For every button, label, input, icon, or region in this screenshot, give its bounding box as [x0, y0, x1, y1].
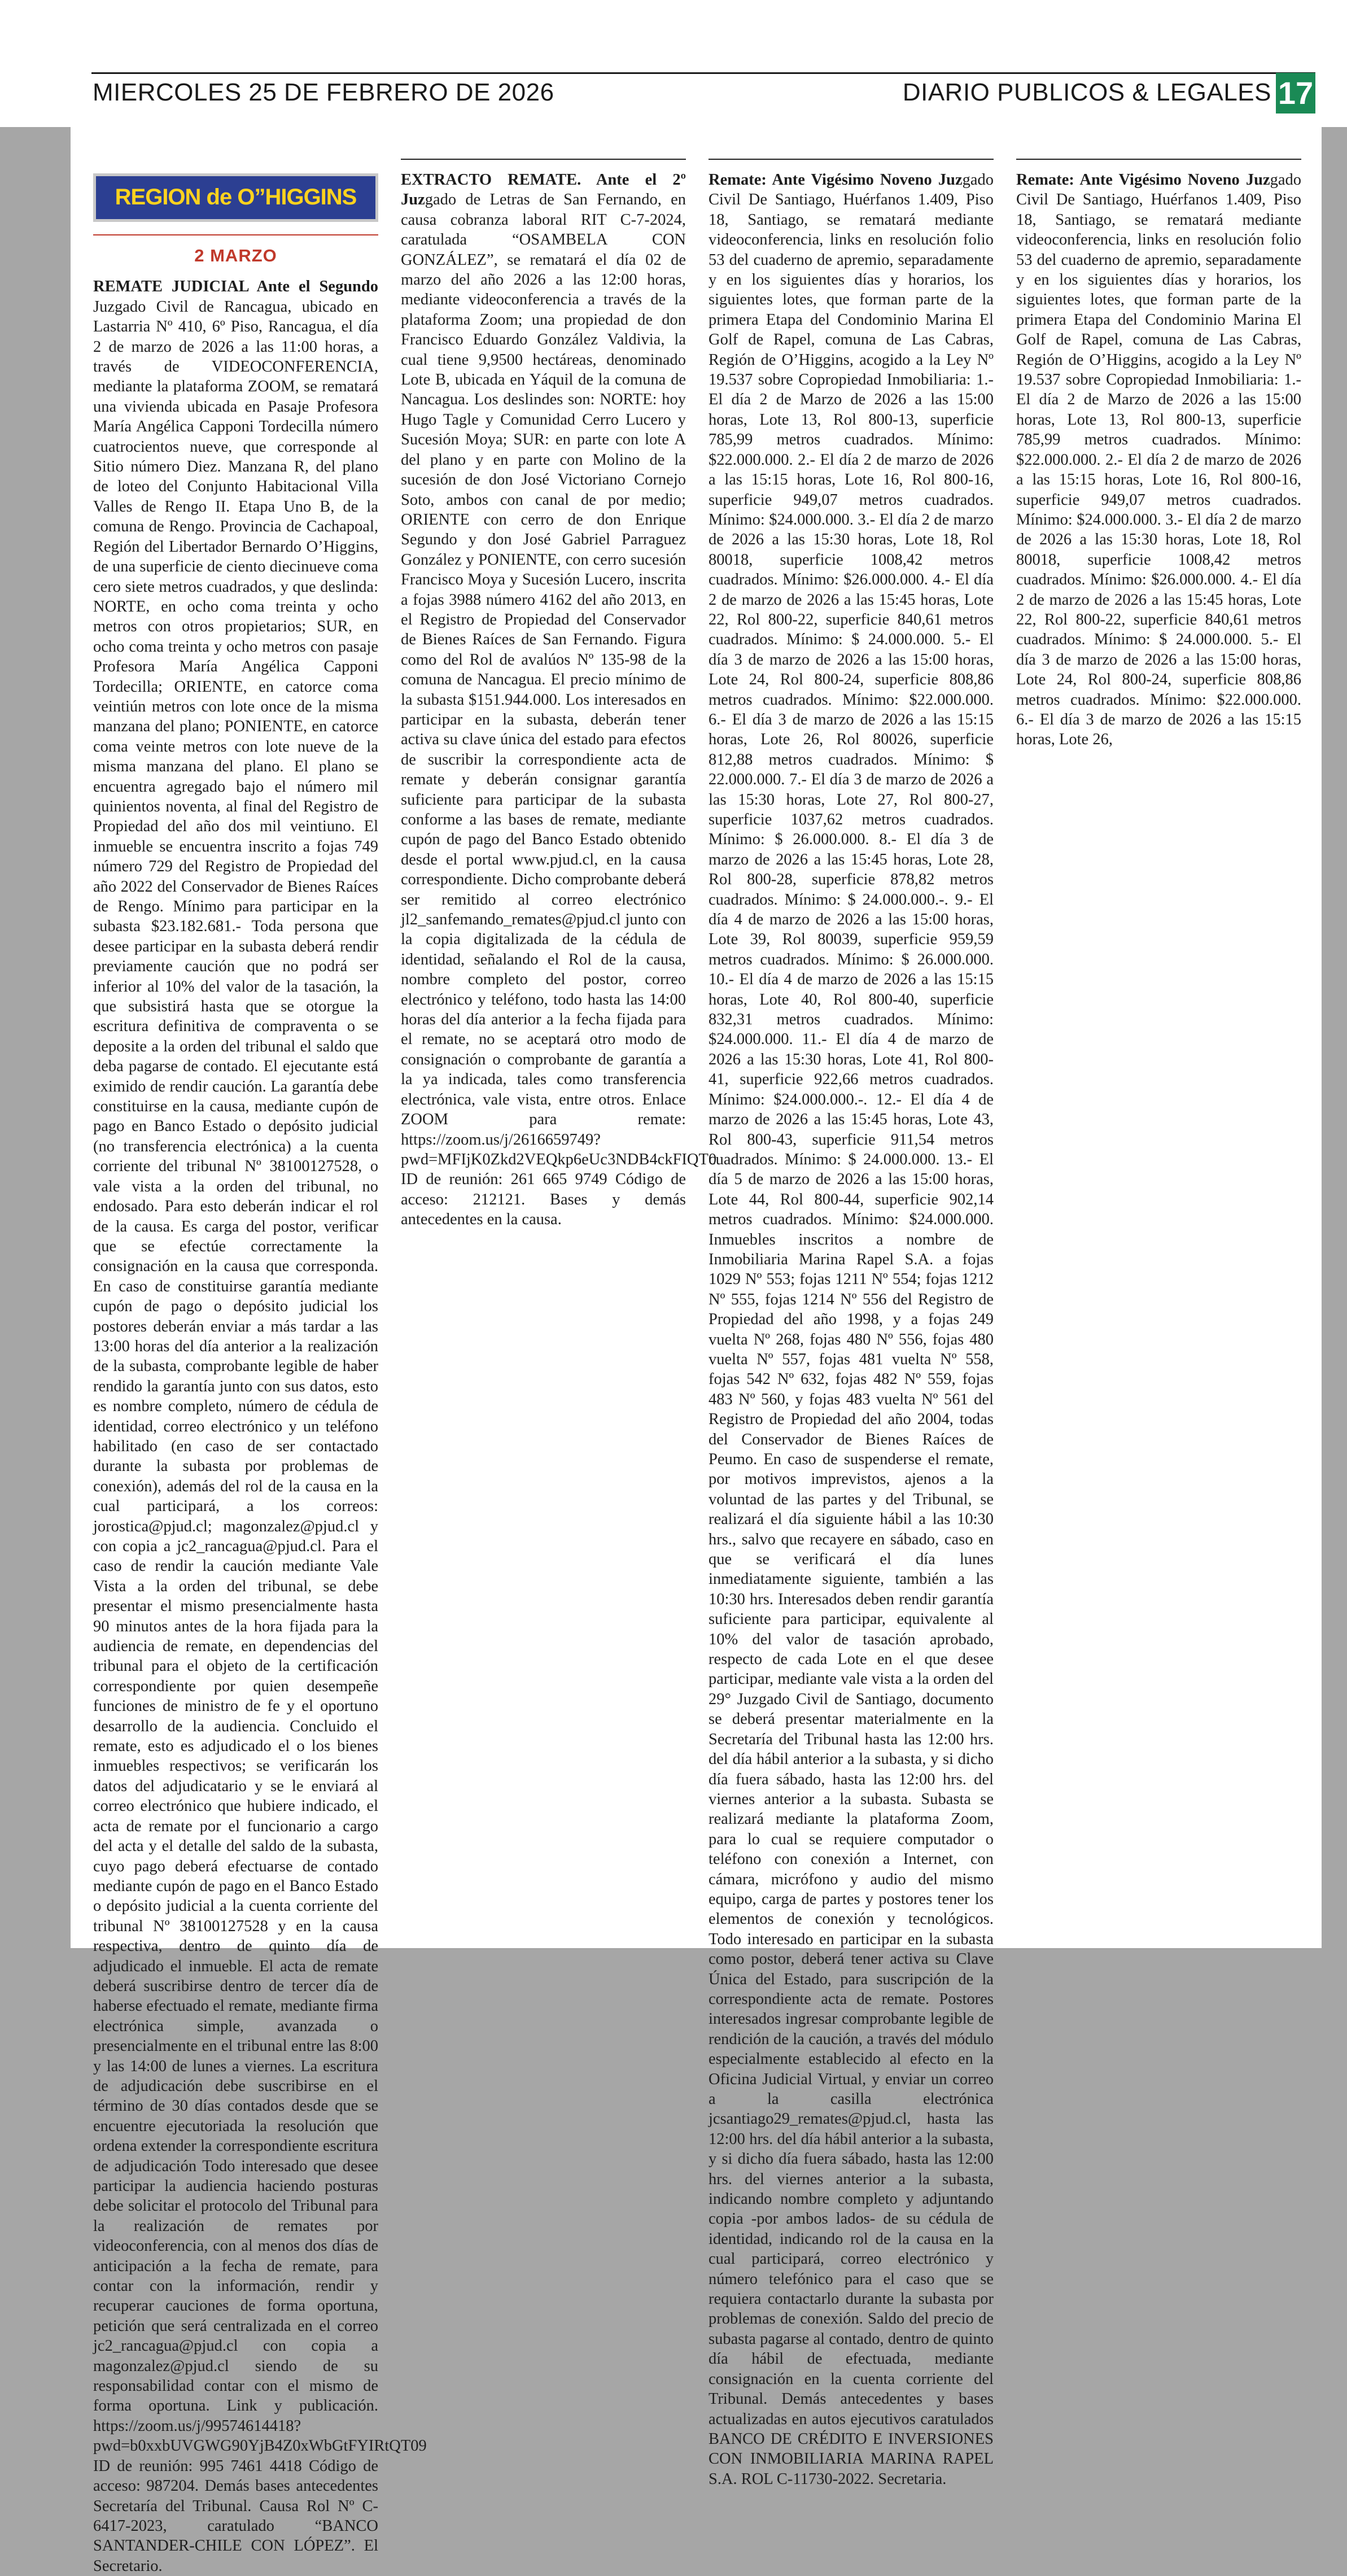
notice-4 — [1016, 170, 1301, 750]
divider — [93, 234, 378, 235]
page-header — [91, 72, 1315, 115]
header-date: MIERCOLES 25 DE FEBRERO DE 2026 — [93, 78, 554, 106]
page-number-badge: 17 — [1276, 73, 1315, 113]
page-content — [71, 127, 1322, 2575]
notice-3-body: gado Civil De Santiago, Huérfanos 1.409, Piso 18, Santiago, se rematará mediante videoconferencia, links en resolución folio 53 del cuaderno de apremio, separadamente y en los siguientes días y horarios, los siguientes lotes, que forman parte de la primera Etapa del Condominio Marina El Golf de Rapel, comuna de Las Cabras, Región de O’Higgins, acogido a la Ley Nº 19.537 sobre Copropiedad Inmobiliaria: 1.- El día 2 de Marzo de 2026 a las 15:00 horas, Lote 13, Rol 800-13, superficie 785,99 metros cuadrados. Mínimo: $22.000.000. 2.- El día 2 de marzo de 2026 a las 15:15 horas, Lote 16, Rol 800-16, superficie 949,07 metros cuadrados. Mínimo: $24.000.000. 3.- El día 2 de marzo de 2026 a las 15:30 horas, Lote 18, Rol 80018, superficie 1008,42 metros cuadrados. Mínimo: $26.000.000. 4.- El día 2 de marzo de 2026 a las 15:45 horas, Lote 22, Rol 800-22, superficie 840,61 metros cuadrados. Mínimo: $ 24.000.000. 5.- El día 3 de marzo de 2026 a las 15:00 horas, Lote 24, Rol 800-24, superficie 808,86 metros cuadrados. Mínimo: $22.000.000. 6.- El día 3 de marzo de 2026 a las 15:15 horas, Lote 26, Rol 80026, superficie 812,88 metros cuadrados. Mínimo: $ 22.000.000. 7.- El día 3 de marzo de 2026 a las 15:30 horas, Lote 27, Rol 800-27, superficie 1037,62 metros cuadrados. Mínimo: $ 26.000.000. 8.- El día 3 de marzo de 2026 a las 15:45 horas, Lote 28, Rol 800-28, superficie 878,82 metros cuadrados. Mínimo: $ 24.000.000.-. 9.- El día 4 de marzo de 2026 a las 15:00 horas, Lote 39, Rol 80039, superficie 959,59 metros cuadrados. Mínimo: $ 26.000.000. 10.- El día 4 de marzo de 2026 a las 15:15 horas, Lote 40, Rol 800-40, superficie 832,31 metros cuadrados. Mínimo: $24.000.000. 11.- El día 4 de marzo de 2026 a las 15:30 horas, Lote 41, Rol 800-41, superficie 922,66 metros cuadrados. Mínimo: $24.000.000.-. 12.- El día 4 de marzo de 2026 a las 15:45 horas, Lote 43, Rol 800-43, superficie 911,54 metros cuadrados. Mínimo: $ 24.000.000. 13.- El día 5 de marzo de 2026 a las 15:00 horas, Lote 44, Rol 800-44, superficie 902,14 metros cuadrados. Mínimo: $24.000.000. Inmuebles inscritos a nombre de Inmobiliaria Marina Rapel S.A. a fojas 1029 Nº 553; fojas 1211 Nº 554; fojas 1212 Nº 555, fojas 1214 Nº 556 del Registro de Propiedad del año 1998, y a fojas 249 vuelta Nº 268, fojas 480 Nº 556, fojas 480 vuelta Nº 557, fojas 481 vuelta Nº 558, fojas 542 Nº 632, fojas 482 Nº 559, fojas 483 Nº 560, y fojas 483 vuelta Nº 561 del Registro de Propiedad del año 2004, todas del Conservador de Bienes Raíces de Peumo. En caso de suspenderse el remate, por motivos imprevistos, ajenos a la voluntad de las partes y del Tribunal, se realizará el día siguiente hábil a las 10:30 hrs., salvo que recayere en sábado, caso en que se verificará el día lunes inmediatamente siguiente, también a las 10:30 hrs. Interesados deben rendir garantía suficiente para participar, equivalente al 10% del valor de tasación aprobado, respecto de cada Lote en el que desee participar, mediante vale vista a la orden del 29° Juzgado Civil de Santiago, documento se deberá presentar materialmente en la Secretaría del Tribunal hasta las 12:00 hrs. del día hábil anterior a la subasta, y si dicho día fuera sábado, hasta las 12:00 hrs. del viernes anterior a la subasta. Subasta se realizará mediante la plataforma Zoom, para lo cual se requiere computador o teléfono con conexión a Internet, con cámara, micrófono y audio del mismo equipo, carga de partes y postores tener los elementos de conexión y tecnológicos. Todo interesado en participar en la subasta como postor, deberá tener activa su Clave Única del Estado, para suscripción de la correspondiente acta de remate. Postores interesados ingresar comprobante legible de rendición de la caución, a través del módulo especialmente establecido al efecto en la Oficina Judicial Virtual, y enviar un correo a la casilla electrónica jcsantiago29_remates@pjud.cl, hasta las 12:00 hrs. del día hábil anterior a la subasta, y si dicho día fuera sábado, hasta las 12:00 hrs. del viernes anterior a la subasta, indicando nombre completo y adjuntando copia -por ambos lados- de su cédula de identidad, indicando rol de la causa en la cual participará, correo electrónico y número telefónico para el caso que se requiera contactarlo durante la subasta por problemas de conexión. Saldo del precio de subasta pagarse al contado, dentro de quinto día hábil de efectuada, mediante consignación en la cuenta corriente del Tribunal. Demás antecedentes y bases actualizadas en autos ejecutivos caratulados BANCO DE CRÉDITO E INVERSIONES CON INMOBILIARIA MARINA RAPEL S.A. ROL C-11730-2022. Secretaria. — [709, 171, 994, 2488]
region-banner — [93, 173, 378, 222]
divider — [709, 159, 994, 160]
notice-4-body: gado Civil De Santiago, Huérfanos 1.409, Piso 18, Santiago, se rematará mediante videoconferencia, links en resolución folio 53 del cuaderno de apremio, separadamente y en los siguientes días y horarios, los siguientes lotes, que forman parte de la primera Etapa del Condominio Marina El Golf de Rapel, comuna de Las Cabras, Región de O’Higgins, acogido a la Ley Nº 19.537 sobre Copropiedad Inmobiliaria: 1.- El día 2 de Marzo de 2026 a las 15:00 horas, Lote 13, Rol 800-13, superficie 785,99 metros cuadrados. Mínimo: $22.000.000. 2.- El día 2 de marzo de 2026 a las 15:15 horas, Lote 16, Rol 800-16, superficie 949,07 metros cuadrados. Mínimo: $24.000.000. 3.- El día 2 de marzo de 2026 a las 15:30 horas, Lote 18, Rol 80018, superficie 1008,42 metros cuadrados. Mínimo: $26.000.000. 4.- El día 2 de marzo de 2026 a las 15:45 horas, Lote 22, Rol 800-22, superficie 840,61 metros cuadrados. Mínimo: $ 24.000.000. 5.- El día 3 de marzo de 2026 a las 15:00 horas, Lote 24, Rol 800-24, superficie 808,86 metros cuadrados. Mínimo: $22.000.000. 6.- El día 3 de marzo de 2026 a las 15:15 horas, Lote 26, — [1016, 171, 1301, 749]
column-1 — [93, 150, 427, 2575]
notice-3-lead: Remate: Ante Vigésimo Noveno Juz — [709, 171, 963, 189]
notice-2-body: gado de Letras de San Fernando, en causa cobranza laboral RIT C-7-2024, caratulada “OSAMBELA CON GONZÁLEZ”, se rematará el día 02 de marzo del año 2026 a las 12:00 horas, mediante videoconferencia a través de la plataforma Zoom; una propiedad de don Francisco Eduardo González Valdivia, la cual tiene 9,9500 hectáreas, denominado Lote B, ubicada en Yáquil de la comuna de Nancagua. Los deslindes son: NORTE: hoy Hugo Tagle y Comunidad Cerro Lucero y Sucesión Moya; SUR: en parte con lote A del plano y en parte con Molino de la sucesión de don José Victoriano Cornejo Soto, ambos con canal de por medio; ORIENTE con cerro de don Enrique Segundo y don José Gabriel Parraguez González y PONIENTE, con cerro sucesión Francisco Moya y Sucesión Lucero, inscrita a fojas 3988 número 4162 del año 2013, en el Registro de Propiedad del Conservador de Bienes Raíces de San Fernando. Figura como del Rol de avalúos Nº 135-98 de la comuna de Nancagua. El precio mínimo de la subasta $151.944.000. Los interesados en participar en la subasta, deberán tener activa su clave única del estado para efectos de suscribir la correspondiente acta de remate y deberán consignar garantía suficiente para participar de la subasta conforme a las bases de remate, mediante cupón de pago del Banco Estado obtenido desde el portal www.pjud.cl, en la causa correspondiente. Dicho comprobante deberá ser remitido al correo electrónico jl2_sanfemando_remates@pjud.cl junto con la copia digitalizada de la cédula de identidad, señalando el Rol de la causa, nombre completo del postor, correo electrónico y teléfono, todo hasta las 14:00 horas del día anterior a la fecha fijada para el remate, no se aceptará otro modo de consignación o comprobante de garantía a la ya indicada, tales como transferencia electrónica, vale vista, entre otros. Enlace ZOOM para remate: https://zoom.us/j/2616659749?pwd=MFIjK0Zkd2VEQkp6eUc3NDB4ckFIQT0 ID de reunión: 261 665 9749 Código de acceso: 212121. Bases y demás antecedentes en la causa. — [401, 191, 717, 1229]
column-2 — [401, 150, 717, 1940]
notice-2-lead: EXTRACTO REMATE. Ante el 2º Juz — [401, 171, 686, 209]
notice-2 — [401, 170, 717, 1230]
divider — [401, 159, 686, 160]
notice-1-start — [93, 277, 427, 2576]
notice-4-lead: Remate: Ante Vigésimo Noveno Juz — [1016, 171, 1270, 189]
divider — [1016, 159, 1301, 160]
section-date: 2 MARZO — [194, 246, 277, 265]
notice-1-lead: REMATE JUDICIAL Ante el Segundo — [93, 278, 378, 296]
column-3 — [709, 150, 994, 2488]
notice-3 — [709, 170, 994, 2489]
column-4 — [1016, 150, 1301, 1940]
newspaper-name: DIARIO PUBLICOS & LEGALES — [902, 78, 1271, 106]
region-title: REGION de O”HIGGINS — [115, 185, 357, 210]
notice-1-body: Juzgado Civil de Rancagua, ubicado en Lastarria Nº 410, 6º Piso, Rancagua, el día 2 de marzo de 2026 a las 11:00 horas, a través de VIDEOCONFERENCIA, mediante la plataforma ZOOM, se rematará una vivienda ubicada en Pasaje Profesora María Angélica Capponi Tordecilla número cuatrocientos nueve, que corresponde al Sitio número Diez. Manzana R, del plano de loteo del Conjunto Habitacional Villa Valles de Rengo II. Etapa Uno B, de la comuna de Rengo. Provincia de Cachapoal, Región del Libertador Bernardo O’Higgins, de una superficie de ciento diecinueve coma cero siete metros cuadrados, y que deslinda: NORTE, en ocho coma treinta y ocho metros con otros propietarios; SUR, en ocho coma treinta y ocho metros con pasaje Profesora María Angélica Capponi Tordecilla; ORIENTE, en catorce coma veintiún metros con lote once de la misma manzana del plano; PONIENTE, en catorce coma veinte metros con lote nueve de la misma manzana del plano. El plano se encuentra agregado bajo el número mil quinientos noventa, al final del Registro de Propiedad del año dos mil veintiuno. El inmueble se encuentra inscrito a fojas 749 número 729 del Registro de Propiedad del año 2022 del Conservador de Bienes Raíces de Rengo. Mínimo para participar en la subasta $23.182.681.- Toda persona que desee participar en la subasta deberá rendir previamente caución que no podrá ser inferior al 10% del valor de la tasación, la que subsistirá hasta que se otorgue la escritura definitiva de compraventa o se deposite a la orden del tribunal el saldo que deba pagarse de contado. El ejecutante está eximido de rendir caución. La garantía debe constituirse en la causa, mediante cupón de pago en Banco Estado o depósito judicial (no transferencia electrónica) a la cuenta corriente del tribunal Nº 38100127528, o vale vista a la orden del tribunal, no endosado. Para esto deberán indicar el rol de la causa. Es carga del postor, verificar que se efectúe correctamente la consignación en la causa que corresponda. En caso de constituirse garantía mediante cupón de pago o depósito judicial los postores deberán enviar a más tardar a las 13:00 horas del día anterior a la realización de la subasta, comprobante legible de haber rendido la garantía junto con sus datos, esto es nombre completo, número de cédula de identidad, correo electrónico y un teléfono habilitado (en caso de ser contactado durante la subasta por problemas de conexión), además del rol de la causa en la cual participará, a los correos: jorostica@pjud.cl; magonzalez@pjud.cl y con copia a jc2_rancagua@pjud.cl. Para el caso de rendir la caución mediante Vale Vista a la orden del tribunal, se debe presentar el mismo presencialmente hasta 90 minutos antes de la hora fijada para la audiencia de remate, en dependencias del tribunal para el objeto de la certificación correspondiente por quien desempeñe funciones de ministro de fe y el oportuno desarrollo de la audiencia. Concluido el remate, esto es adjudicado el o los bienes inmuebles respectivos; se verificarán los datos del adjudicatario y se le enviará al correo electrónico que hubiere indicado, el acta de remate por el funcionario a cargo del acta y el detalle del saldo de la subasta, cuyo pago deberá efectuarse de contado mediante cupón de pago en el Banco Estado o depósito judicial a la cuenta corriente del tribunal Nº 38100127528 y en la causa respectiva, dentro de quinto día de adjudicado el inmueble. El acta de remate deberá suscribirse dentro de tercer día de haberse efectuado el remate, mediante firma electrónica simple, avanzada o presencialmente en el tribunal entre las 8:00 y las 14:00 de lunes a viernes. La escritura de adjudicación debe suscribirse en el término de 30 días contados desde que se encuentre ejecutoriada la resolución que ordena extender la correspondiente escritura de adjudicación Todo interesado que desee participar la audiencia haciendo posturas debe solicitar el protocolo del Tribunal para la realización de remates por videoconferencia, con al menos dos días de anticipación a la fecha de remate, para contar con la información, rendir y recuperar cauciones de forma oportuna, petición que será centralizada en el correo jc2_rancagua@pjud.cl con copia a magonzalez@pjud.cl siendo de su responsabilidad contar con el mismo de forma oportuna. Link y publicación. https://zoom.us/j/99574614418?pwd=b0xxbUVGWG90YjB4Z0xWbGtFYIRtQT09 ID de reunión: 995 7461 4418 Código de acceso: 987204. Demás bases antecedentes Secretaría del Tribunal. Causa Rol Nº C-6417-2023, caratulado “BANCO SANTANDER-CHILE CON LÓPEZ”. El Secretario. — [93, 298, 427, 2575]
